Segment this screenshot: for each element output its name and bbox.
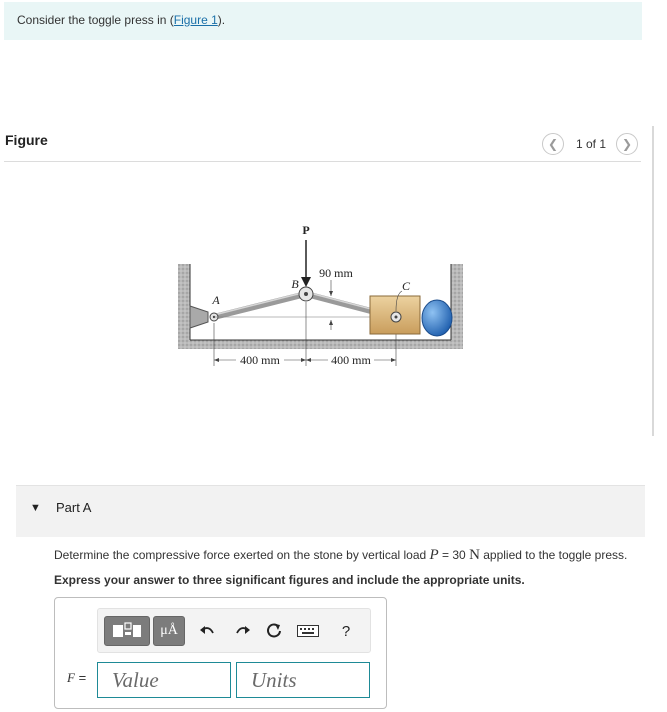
point-b-label: B — [291, 277, 299, 291]
divider — [4, 161, 641, 162]
stone — [422, 300, 452, 336]
ground — [178, 340, 463, 349]
load-label: P — [302, 223, 310, 237]
caret-down-icon[interactable]: ▼ — [30, 502, 41, 514]
help-icon[interactable]: ? — [341, 622, 351, 640]
answer-label: F = — [67, 670, 87, 685]
templates-icon — [111, 621, 143, 641]
answer-toolbar — [97, 608, 371, 653]
undo-icon[interactable] — [196, 619, 220, 643]
figure-pager — [542, 132, 638, 156]
scroll-track[interactable] — [652, 126, 654, 436]
value-input[interactable] — [97, 662, 231, 698]
page-indicator: 1 of 1 — [576, 137, 607, 151]
figure-link[interactable]: Figure 1 — [173, 13, 218, 27]
figure-title: Figure — [5, 132, 48, 148]
point-a-label: A — [212, 293, 220, 307]
units-input[interactable] — [236, 662, 370, 698]
units-button[interactable]: μÅ — [153, 616, 185, 646]
answer-box — [54, 597, 387, 709]
chevron-left-icon[interactable]: ❮ — [542, 133, 564, 155]
offset-label: 90 mm — [319, 266, 353, 280]
reset-icon[interactable] — [262, 619, 286, 643]
templates-button[interactable] — [104, 616, 150, 646]
link-ab — [214, 294, 306, 317]
dim-left-label: 400 mm — [240, 353, 280, 367]
redo-icon[interactable] — [230, 619, 254, 643]
part-a-header[interactable] — [16, 485, 645, 537]
intro-text: Consider the toggle press in (Figure 1). — [17, 13, 226, 27]
left-wall — [178, 264, 190, 348]
intro-banner — [4, 2, 642, 40]
chevron-right-icon[interactable]: ❯ — [616, 133, 638, 155]
pivot-a-bracket — [190, 306, 208, 328]
keyboard-icon[interactable] — [296, 619, 320, 643]
instruction-text: Express your answer to three significant figures and include the appropriate units. — [54, 573, 525, 587]
part-a-label: Part A — [56, 500, 92, 515]
point-c-label: C — [401, 279, 411, 293]
right-wall — [451, 264, 463, 348]
dim-right-label: 400 mm — [331, 353, 371, 367]
question-text: Determine the compressive force exerted on the stone by vertical load P = 30 N applied to the toggle press. — [54, 547, 628, 563]
toggle-press-figure — [170, 216, 470, 376]
